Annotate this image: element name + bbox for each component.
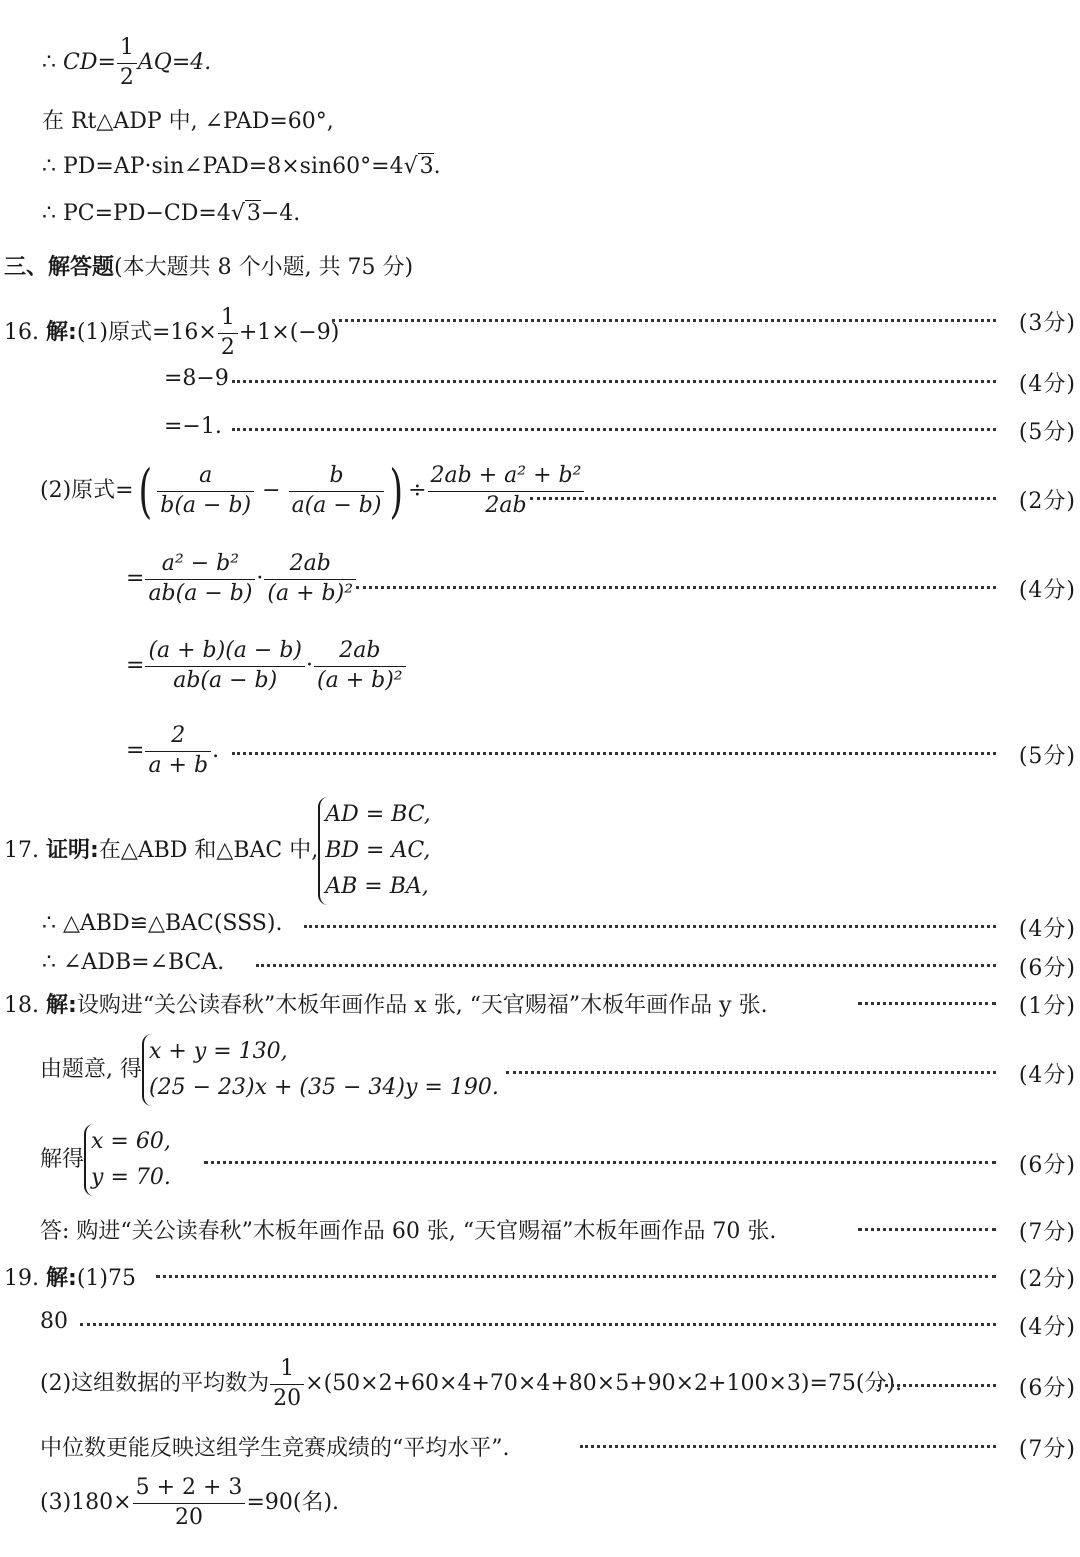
therefore-symbol: ∴ xyxy=(42,50,56,76)
leader-dots xyxy=(530,497,996,500)
operator: · xyxy=(306,653,314,679)
section-note: (本大题共 8 个小题, 共 75 分) xyxy=(114,255,414,280)
leader-dots xyxy=(858,1002,996,1005)
equals: = xyxy=(126,653,145,679)
numerator: 1 xyxy=(218,304,238,334)
score: (4分) xyxy=(1018,1315,1076,1340)
q19-part2b: 中位数更能反映这组学生竞赛成绩的“平均水平”. xyxy=(40,1436,510,1461)
leader-dots xyxy=(332,319,996,322)
text: 在△ABD 和△BAC 中, xyxy=(98,838,319,863)
score: (5分) xyxy=(1018,744,1076,769)
q16-step xyxy=(126,722,219,780)
text: AQ=4. xyxy=(137,50,212,76)
denominator: 20 xyxy=(273,1385,302,1411)
q18-setup xyxy=(4,988,768,1019)
q19-part2 xyxy=(40,1355,902,1413)
numerator: 1 xyxy=(270,1355,304,1385)
answer-label: 解: xyxy=(46,320,77,346)
numerator: 1 xyxy=(117,34,137,64)
denominator: a + b xyxy=(148,752,209,778)
fraction xyxy=(264,550,356,608)
score: (7分) xyxy=(1018,1437,1076,1462)
fraction xyxy=(157,462,254,520)
denominator: ab(a − b) xyxy=(148,580,253,606)
leader-dots xyxy=(878,1384,996,1387)
q18-answer: 答: 购进“关公读春秋”木板年画作品 60 张, “天官赐福”木板年画作品 70 张. xyxy=(40,1219,777,1244)
fraction xyxy=(314,637,406,695)
equation: y = 70. xyxy=(91,1165,171,1190)
leader-dots xyxy=(232,428,996,431)
question-number: 18. xyxy=(4,993,39,1018)
score: (2分) xyxy=(1018,1267,1076,1292)
denominator: 2 xyxy=(220,334,235,360)
line-rt-adp: 在 Rt△ADP 中, ∠PAD=60°, xyxy=(42,109,334,134)
question-number: 19. xyxy=(4,1266,39,1291)
q17-statement xyxy=(4,797,431,905)
leader-dots xyxy=(204,1161,996,1164)
numerator: 2ab + a² + b² xyxy=(428,462,585,492)
leader-dots xyxy=(80,1323,996,1326)
text: (2)原式= xyxy=(40,478,134,504)
sqrt-symbol: √ xyxy=(403,154,418,179)
score: (4分) xyxy=(1018,372,1076,397)
numerator: a xyxy=(157,462,254,492)
equation: (25 − 23)x + (35 − 34)y = 190. xyxy=(149,1075,499,1100)
line-pd xyxy=(42,154,441,179)
q16-step: =−1. xyxy=(164,414,222,439)
score: (4分) xyxy=(1018,1063,1076,1088)
section-heading xyxy=(4,250,413,281)
fraction xyxy=(428,462,585,520)
operator: ÷ xyxy=(408,478,427,504)
denominator: 2 xyxy=(119,64,134,90)
right-paren: ) xyxy=(389,457,404,526)
sqrt-symbol: √ xyxy=(230,201,245,226)
equation: x = 60, xyxy=(91,1129,171,1154)
fraction-half xyxy=(117,34,137,92)
text: −4. xyxy=(260,201,301,226)
q16-step xyxy=(126,637,407,695)
denominator: (a + b)² xyxy=(317,667,403,693)
denominator: (a + b)² xyxy=(267,580,354,606)
text: +1×(−9) xyxy=(238,320,340,346)
q17-conclusion: ∴ △ABD≌△BAC(SSS). xyxy=(42,911,283,936)
text: (1)75 xyxy=(76,1266,136,1291)
q18-equations xyxy=(40,1034,499,1106)
numerator: b xyxy=(289,462,385,492)
numerator: (a + b)(a − b) xyxy=(145,637,305,667)
leader-dots xyxy=(304,925,996,928)
equation: BD = AC, xyxy=(325,838,431,863)
equation: x + y = 130, xyxy=(149,1039,288,1064)
leader-dots xyxy=(580,1445,996,1448)
score: (4分) xyxy=(1018,917,1076,942)
text: =90(名). xyxy=(246,1490,340,1516)
text: ∴ PD=AP·sin∠PAD=8×sin60°=4 xyxy=(42,154,404,179)
fraction xyxy=(145,550,255,608)
text: (3)180× xyxy=(40,1490,132,1516)
text: ∴ PC=PD−CD=4 xyxy=(42,201,231,226)
text: (1)原式=16× xyxy=(76,320,217,346)
q19-part1b: 80 xyxy=(40,1309,68,1334)
answer-label: 解: xyxy=(46,993,77,1018)
score: (2分) xyxy=(1018,489,1076,514)
q16-part1 xyxy=(4,304,339,362)
score: (1分) xyxy=(1018,994,1076,1019)
line-pc xyxy=(42,201,300,226)
leader-dots xyxy=(356,586,996,589)
q19-part3 xyxy=(40,1474,339,1532)
text: 解得 xyxy=(40,1147,85,1172)
leader-dots xyxy=(256,964,996,967)
leader-dots xyxy=(232,752,996,755)
text: . xyxy=(433,154,441,179)
fraction xyxy=(289,462,385,520)
denominator: a(a − b) xyxy=(291,492,382,518)
numerator: 2ab xyxy=(264,550,356,580)
fraction xyxy=(218,304,238,362)
leader-dots xyxy=(156,1275,996,1278)
numerator: 2 xyxy=(145,722,211,752)
radicand: 3 xyxy=(419,154,434,179)
text: CD= xyxy=(63,50,116,76)
line-cd xyxy=(42,34,211,92)
leader-dots xyxy=(232,380,996,383)
question-number: 17. xyxy=(4,838,39,863)
q16-step xyxy=(126,550,357,608)
equals: = xyxy=(126,566,145,592)
q19-part1 xyxy=(4,1261,136,1292)
numerator: a² − b² xyxy=(145,550,255,580)
q18-solution xyxy=(40,1124,171,1196)
equation-system xyxy=(84,1124,171,1196)
equation-system xyxy=(318,797,431,905)
numerator: 2ab xyxy=(314,637,406,667)
score: (6分) xyxy=(1018,1153,1076,1178)
answer-label: 解: xyxy=(46,1266,77,1291)
operator: · xyxy=(256,566,264,592)
equals: = xyxy=(126,738,145,764)
text: 由题意, 得 xyxy=(40,1057,142,1082)
score: (5分) xyxy=(1018,420,1076,445)
score: (6分) xyxy=(1018,1376,1076,1401)
score: (4分) xyxy=(1018,578,1076,603)
fraction xyxy=(145,637,305,695)
score: (3分) xyxy=(1018,311,1076,336)
score: (7分) xyxy=(1018,1220,1076,1245)
q16-step: =8−9 xyxy=(164,366,229,391)
radicand: 3 xyxy=(246,201,261,226)
text: ×(50×2+60×4+70×4+80×5+90×2+100×3)=75(分). xyxy=(305,1371,903,1397)
q17-conclusion: ∴ ∠ADB=∠BCA. xyxy=(42,950,225,975)
fraction xyxy=(145,722,211,780)
numerator: 5 + 2 + 3 xyxy=(133,1474,246,1504)
equation: AB = BA, xyxy=(325,874,429,899)
text: (2)这组数据的平均数为 xyxy=(40,1371,270,1397)
text: 设购进“关公读春秋”木板年画作品 x 张, “天官赐福”木板年画作品 y 张. xyxy=(76,993,768,1018)
left-paren: ( xyxy=(138,457,152,526)
denominator: 20 xyxy=(175,1504,204,1530)
leader-dots xyxy=(506,1071,996,1074)
q16-part2 xyxy=(40,457,585,526)
denominator: ab(a − b) xyxy=(173,667,278,693)
question-number: 16. xyxy=(4,320,39,346)
operator: − xyxy=(262,478,281,504)
text: . xyxy=(212,738,220,764)
section-title: 三、解答题 xyxy=(4,255,115,280)
leader-dots xyxy=(858,1228,996,1231)
fraction xyxy=(270,1355,304,1413)
equation-system xyxy=(142,1034,499,1106)
fraction xyxy=(133,1474,246,1532)
proof-label: 证明: xyxy=(46,838,99,863)
denominator: b(a − b) xyxy=(160,492,252,518)
score: (6分) xyxy=(1018,956,1076,981)
equation: AD = BC, xyxy=(325,802,431,827)
denominator: 2ab xyxy=(485,492,527,518)
